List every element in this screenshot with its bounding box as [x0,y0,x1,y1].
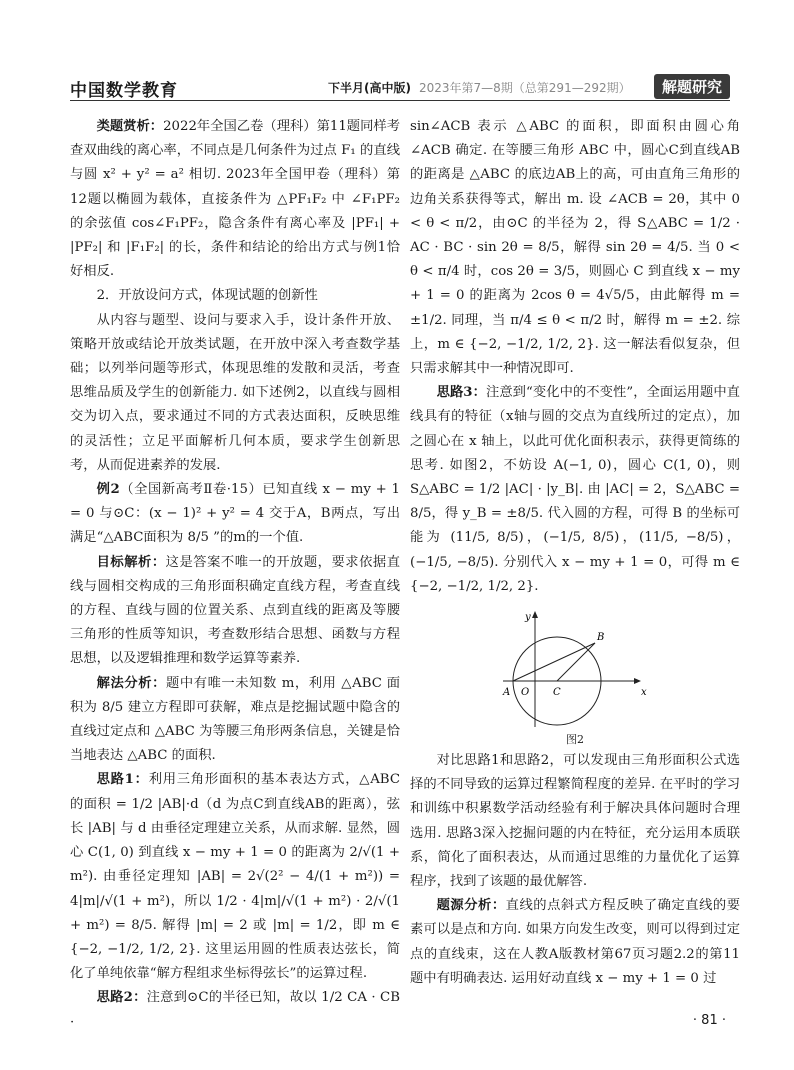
para-text: 直线的点斜式方程反映了确定直线的要素可以是点和方向. 如果方向发生改变，则可以得到过定点的直线束，这在人教A版教材第67页习题2.2的第11题中有明确表达. 运用好动直线 x − my + 1 = 0 过 [410,898,741,986]
para-lead: 解法分析： [96,675,166,691]
para-text: 从内容与题型、设问与要求入手，设计条件开放、策略开放或结论开放类试题，在开放中深入考查数学基础；以列举问题等形式，体现思维的发散和灵活，考查思维品质及学生的创新能力. 如下述例2，以直线与圆相交为切入点，要求通过不同的方式表达面积，反映思维的灵活性；立足平面解析几何本质，要求学生创新思考，从而促进素养的发展. [70,312,400,473]
para-text: 2．开放设问方式，体现试题的创新性 [96,288,318,304]
paragraph-approach-2-cont [410,115,740,381]
para-text: （全国新高考Ⅱ卷·15）已知直线 x − my + 1 = 0 与⊙C：(x − 1)² + y² = 4 交于A，B两点，写出满足“△ABC面积为 8/5 ”的m的一个值. [70,482,400,546]
label-b: B [597,632,605,644]
paragraph-open-design [70,309,400,478]
issue-info [328,79,631,96]
para-text: 2022年全国乙卷（理科）第11题同样考查双曲线的离心率，不同点是几何条件为过点 F₁ 的直线与圆 x² + y² = a² 相切. 2023年全国甲卷（理科）第12题以椭圆为载体，直接条件为 △PF₁F₂ 中 ∠F₁PF₂ 的余弦值 cos∠F₁PF₂，隐含条件有离心率及 |PF₁| + |PF₂| 和 |F₁F₂| 的长，条件和结论的给出方式与例1恰好相反. [70,119,400,280]
segment-ab [513,643,595,681]
y-axis-arrow [532,611,538,618]
x-axis-arrow [634,678,641,684]
segment-cb [557,643,595,681]
para-lead: 思路1： [96,772,149,788]
label-y: y [525,612,531,624]
figure-2 [410,607,740,749]
journal-logo: 中国数学教育 [70,81,178,101]
para-lead: 思路3： [436,385,486,401]
paragraph-solution-analysis [70,672,400,769]
para-text: 注意到⊙C的半径已知，故以 1/2 CA · CB · [70,990,400,1030]
paragraph-comparison [410,749,740,894]
para-text: 这是答案不唯一的开放题，要求依据直线与圆相交构成的三角形面积确定直线方程，考查直线的方程、直线与圆的位置关系、点到直线的距离及等腰三角形的性质等知识，考查数形结合思想、函数与方程思想，以及逻辑推理和数学运算等素养. [70,554,401,667]
label-c: C [553,687,561,699]
issue-number: 2023年第7—8期（总第291—292期） [418,81,631,95]
issue-edition: 下半月(高中版) [328,81,411,95]
para-lead: 类题赏析： [96,119,164,134]
page-number: · 81 · [692,1013,726,1028]
para-text: sin∠ACB 表示 △ABC 的面积，即面积由圆心角 ∠ACB 确定. 在等腰三角形 ABC 中，圆心C到直线AB的距离是 △ABC 的底边AB上的高，可由直角三角形的边角关系获得等式，解出 m. 设 ∠ACB = 2θ，其中 0 < θ < π/2，由⊙C 的半径为 2，得 S△ABC = 1/2 · AC · BC · sin 2θ = 8/5，解得 sin 2θ = 4/5. 当 0 < θ < π/4 时，cos 2θ = 3/5，则圆心 C 到直线 x − my + 1 = 0 的距离为 2cos θ = 4√5/5，由此解得 m = ±1/2. 同理，当 π/4 ≤ θ < π/2 时，解得 m = ±2. 综上，m ∈ {−2, −1/2, 1/2, 2}. 这一解法看似复杂，但只需求解其中一种情况即可. [410,119,740,377]
left-column [70,115,400,1035]
circle-diagram [495,607,655,731]
label-o: O [521,687,530,699]
para-lead: 思路2： [96,990,147,1006]
paragraph-source-analysis [410,894,740,991]
label-x: x [641,687,647,699]
label-a: A [503,687,511,699]
section-tag: 解题研究 [654,74,730,99]
header-rule [70,100,730,101]
para-lead: 目标解析： [96,554,166,570]
para-text: 注意到“变化中的不变性”，全面运用题中直线具有的特征（x轴与圆的交点为直线所过的定点），加之圆心在 x 轴上，以此可优化面积表示，获得更简练的思考. 如图2，不妨设 A(−1, 0)，圆心 C(1, 0)，则 S△ABC = 1/2 |AC| · |y_B|. 由 |AC| = 2，S△ABC = 8/5，得 y_B = ±8/5. 代入圆的方程，可得 B 的坐标可能为 (11/5, 8/5)，(−1/5, 8/5)，(11/5, −8/5)，(−1/5, −8/5). 分别代入 x − my + 1 = 0，可得 m ∈ {−2, −1/2, 1/2, 2}. [410,385,740,594]
para-lead: 例2 [96,482,120,498]
paragraph-approach-3 [410,381,740,599]
paragraph-approach-1 [70,768,400,986]
right-column [410,115,740,991]
page-header [70,76,730,102]
para-text: 利用三角形面积的基本表达方式，△ABC 的面积 = 1/2 |AB|·d（d 为点C到直线AB的距离），弦长 |AB| 与 d 由垂径定理建立关系，从而求解. 显然，圆心 C(1, 0) 到直线 x − my + 1 = 0 的距离为 2/√(1 + m²). 由垂径定理知 |AB| = 2√(2² − 4/(1 + m²)) = 4|m|/√(1 + m²)，所以 1/2 · 4|m|/√(1 + m²) · 2/√(1 + m²) = 8/5. 解得 |m| = 2 或 |m| = 1/2，即 m ∈ {−2, −1/2, 1/2, 2}. 这里运用圆的性质表达弦长，简化了单纯依靠“解方程组求坐标得弦长”的运算过程. [70,772,400,982]
para-text: 题中有唯一未知数 m，利用 △ABC 面积为 8/5 建立方程即可获解，难点是挖掘试题中隐含的直线过定点和 △ABC 为等腰三角形两条信息，关键是恰当地表达 △ABC 的面积. [70,675,401,764]
paragraph-target-analysis [70,551,400,672]
paragraph-example-2 [70,478,400,551]
paragraph-class-review [70,115,400,284]
paragraph-approach-2-start [70,986,400,1034]
para-text: 对比思路1和思路2，可以发现由三角形面积公式选择的不同导致的运算过程繁简程度的差异. 在平时的学习和训练中积累数学活动经验有利于解决具体问题时合理选用. 思路3深入挖掘问题的内在特征，充分运用本质联系，简化了面积表达，从而通过思维的力量优化了运算程序，找到了该题的最优解答. [410,753,740,890]
subheading-open-questions [70,284,400,308]
para-lead: 题源分析： [436,898,506,914]
figure-caption: 图2 [566,733,584,747]
